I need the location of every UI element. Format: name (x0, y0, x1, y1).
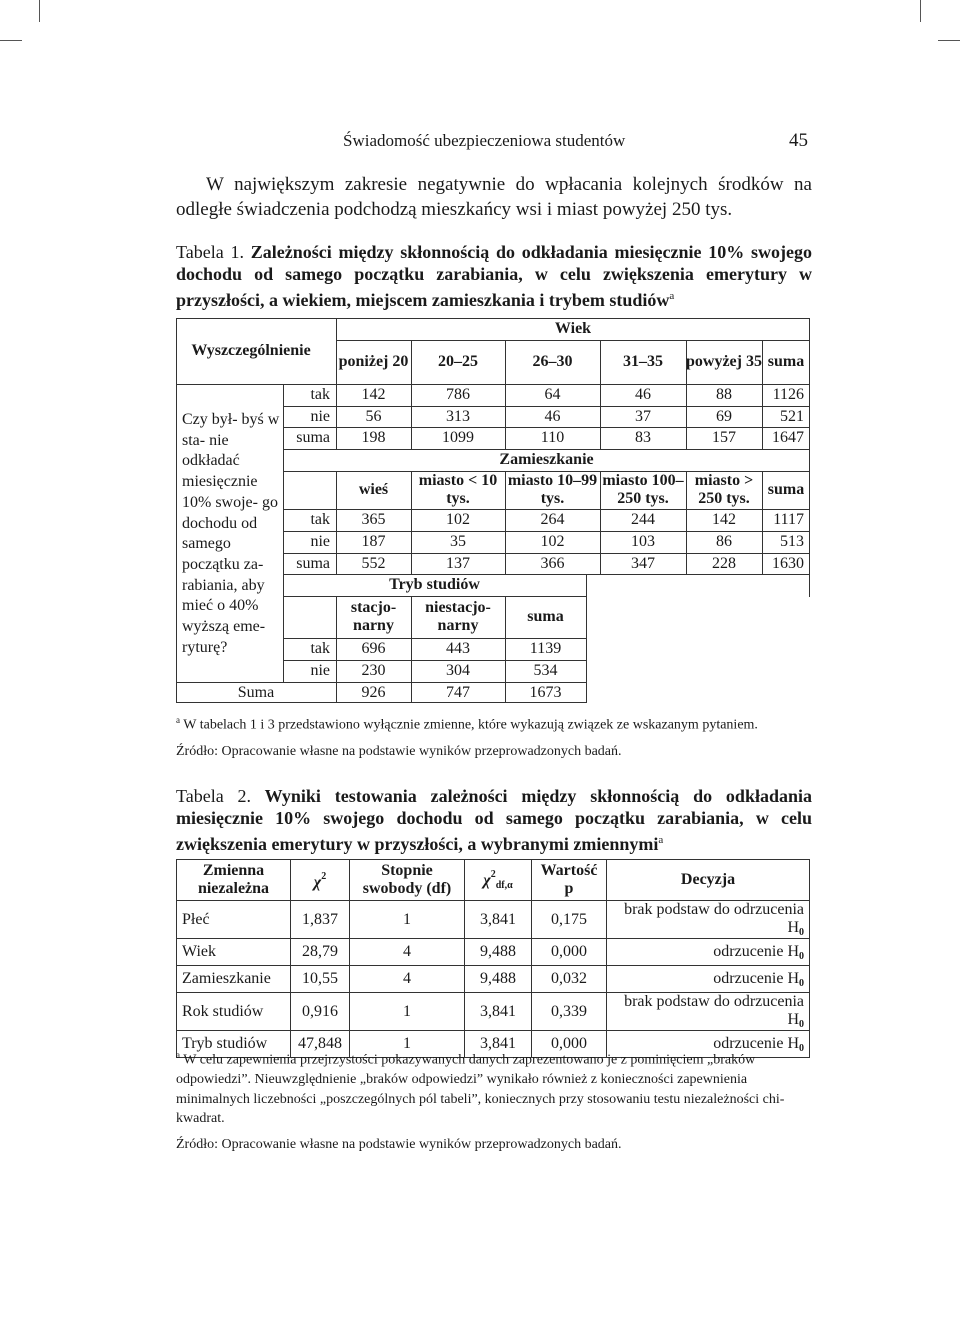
table-cell: 552 (361, 555, 386, 572)
residence-column-header: miasto 100–250 tys. (602, 472, 684, 507)
table2-row (177, 939, 810, 966)
critical-value-cell: 3,841 (465, 901, 532, 939)
crop-mark (938, 40, 960, 41)
mode-column-header: stacjo- narny (350, 599, 397, 634)
table-cell: 187 (361, 533, 386, 550)
table-cell: 347 (631, 555, 655, 572)
table-cell: 137 (446, 555, 470, 572)
table-cell: 228 (712, 555, 736, 572)
table-rule (176, 318, 177, 703)
table-cell: 1673 (529, 683, 562, 701)
table-cell: 37 (635, 408, 651, 425)
table-cell: 142 (361, 386, 386, 403)
intro-text: W największym zakresie negatywnie do wpłacania kolejnych środków na odległe świadczenia podchodzą mieszkańcy wsi i miast powyżej 250 tys. (176, 174, 812, 220)
mode-row-label: nie (310, 662, 330, 679)
table-cell: 198 (361, 429, 386, 446)
table-cell: 264 (540, 511, 565, 528)
age-column-header: powyżej 35 (686, 353, 762, 370)
total-row-label: Suma (237, 683, 275, 701)
table-cell: 1630 (772, 555, 804, 572)
table2-header-row (177, 860, 810, 901)
table2-source: Źródło: Opracowanie własne na podstawie wyników przeprowadzonych badań. (176, 1137, 622, 1152)
table-cell: 35 (450, 533, 466, 550)
table-cell: 786 (446, 386, 470, 403)
age-row-label: suma (296, 429, 330, 446)
df-cell: 4 (350, 939, 465, 966)
chi2-cell: 1,837 (291, 901, 350, 939)
table-cell: 365 (361, 511, 386, 528)
age-column-header: 26–30 (532, 353, 573, 370)
df-cell: 1 (350, 901, 465, 939)
table2-row (177, 966, 810, 993)
critical-value-cell: 3,841 (465, 993, 532, 1031)
table-cell: 244 (631, 511, 655, 528)
table-cell: 1126 (772, 386, 804, 403)
table-cell: 1099 (442, 429, 474, 446)
table-cell: 103 (631, 533, 655, 550)
crop-mark (0, 40, 22, 41)
p-value-cell: 0,000 (532, 939, 607, 966)
table1-caption-mark: a (669, 290, 675, 302)
page-number: 45 (789, 130, 808, 151)
chi2-cell: 0,916 (291, 993, 350, 1031)
decision-cell: odrzucenie $H_0$ (607, 939, 810, 966)
decision-cell: odrzucenie $H_0$ (607, 1031, 810, 1058)
residence-row-label: suma (296, 555, 330, 572)
p-value-cell: 0,032 (532, 966, 607, 993)
table-blank-area (587, 597, 811, 704)
table-cell: 1139 (529, 640, 562, 657)
p-value-cell: 0,175 (532, 901, 607, 939)
spec-header: Wyszczególnienie (191, 342, 311, 359)
table-cell: 521 (780, 408, 804, 425)
critical-value-cell: 9,488 (465, 966, 532, 993)
crop-mark (920, 0, 921, 22)
table2-label: Tabela 2. (176, 786, 252, 806)
table-cell: 230 (361, 662, 386, 679)
table2-caption-text: Wyniki testowania zależności między skłonnością do odkładania miesięcznie 10% swojego dochodu od samego początku zarabiania, w celu zwiększenia emerytury w przyszłości, a wybranymi zmiennymi (176, 786, 812, 854)
table1-caption (176, 241, 812, 311)
header-decision: Decyzja (607, 860, 810, 901)
table-cell: 46 (635, 386, 651, 403)
table-cell: 513 (780, 533, 804, 550)
residence-row-label: nie (310, 533, 330, 550)
table-cell: 313 (446, 408, 470, 425)
df-cell: 4 (350, 966, 465, 993)
residence-column-header: miasto 10–99 tys. (507, 472, 598, 507)
residence-column-header: wieś (358, 481, 389, 498)
table2-footnote (176, 1046, 812, 1129)
table-cell: 64 (544, 386, 561, 403)
table-cell: 747 (446, 683, 470, 701)
mode-column-header: niestacjo- narny (425, 599, 491, 634)
age-row-label: nie (310, 408, 330, 425)
age-column-header: 20–25 (438, 353, 478, 370)
variable-cell: Rok studiów (177, 993, 291, 1031)
chi2-cell: 28,79 (291, 939, 350, 966)
decision-cell: brak podstaw do odrzucenia $H_0$ (607, 993, 810, 1031)
variable-cell: Tryb studiów (177, 1031, 291, 1058)
header-df: Stopnie swobody (df) (350, 860, 465, 901)
running-title: Świadomość ubezpieczeniowa studentów (343, 131, 626, 150)
age-group-header: Wiek (554, 320, 592, 337)
variable-cell: Wiek (177, 939, 291, 966)
p-value-cell: 0,339 (532, 993, 607, 1031)
variable-cell: Zamieszkanie (177, 966, 291, 993)
table-cell: 142 (712, 511, 736, 528)
table-cell: 534 (533, 662, 558, 679)
intro-paragraph (176, 172, 812, 222)
table2 (176, 859, 810, 1058)
table-cell: 1117 (773, 511, 804, 528)
table1 (176, 318, 810, 703)
decision-cell: brak podstaw do odrzucenia $H_0$ (607, 901, 810, 939)
header-chi2-critical: $\chi^2_{df,\alpha}$ (465, 860, 532, 901)
table-cell: 83 (635, 429, 651, 446)
header-p-value: Wartość p (532, 860, 607, 901)
table1-source: Źródło: Opracowanie własne na podstawie wyników przeprowadzonych badań. (176, 744, 622, 759)
table2-caption-mark: a (658, 834, 664, 846)
table2-footnote-text: W celu zapewnienia przejrzystości pokazywanych danych zaprezentowano je z pominięciem „braków odpowiedzi”. Nieuwzględnienie „braków odpowiedzi” wynikało również z konieczności zapewnienia minimalnych liczebności „poszczególnych pól tabeli”, koniecznych przy stosowaniu testu niezależności chi-kwadrat. (176, 1052, 785, 1127)
variable-cell: Płeć (177, 901, 291, 939)
residence-column-header: suma (767, 481, 805, 498)
table1-caption-text: Zależności między skłonnością do odkładania miesięcznie 10% swojego dochodu od samego początku zarabiania, w celu zwiększenia emerytury w przyszłości, a wiekiem, miejscem zamieszkania i trybem studiów (176, 242, 813, 310)
df-cell: 1 (350, 993, 465, 1031)
table-cell: 88 (716, 386, 732, 403)
critical-value-cell: 9,488 (465, 939, 532, 966)
table1-label: Tabela 1. (176, 242, 244, 262)
chi2-cell: 10,55 (291, 966, 350, 993)
crop-mark (39, 0, 40, 22)
table-cell: 102 (446, 511, 470, 528)
mode-column-header: suma (527, 608, 564, 625)
residence-column-header: miasto > 250 tys. (694, 472, 754, 507)
table-cell: 110 (540, 429, 565, 446)
table-cell: 86 (716, 533, 732, 550)
table2-row (177, 993, 810, 1031)
mode-row-label: tak (310, 640, 330, 657)
table1-footnote (176, 711, 812, 735)
age-column-header: poniżej 20 (338, 353, 409, 370)
table-cell: 102 (540, 533, 565, 550)
footnote-mark: a (176, 1050, 180, 1060)
table-cell: 304 (446, 662, 470, 679)
mode-group-header: Tryb studiów (389, 576, 480, 593)
table-cell: 1647 (772, 429, 804, 446)
age-column-header: suma (767, 353, 805, 370)
table-cell: 46 (544, 408, 561, 425)
decision-cell: odrzucenie $H_0$ (607, 966, 810, 993)
table2-caption (176, 785, 812, 855)
table-cell: 366 (540, 555, 565, 572)
table-cell: 926 (361, 683, 386, 701)
table-cell: 56 (365, 408, 382, 425)
residence-row-label: tak (310, 511, 330, 528)
table-cell: 443 (446, 640, 470, 657)
table1-footnote-text: W tabelach 1 i 3 przedstawiono wyłącznie zmienne, które wykazują związek ze wskazanym pytaniem. (183, 717, 758, 733)
table-rule (176, 384, 283, 385)
critical-value-cell: 3,841 (465, 1031, 532, 1058)
header-variable: Zmienna niezależna (177, 860, 291, 901)
table-cell: 157 (712, 429, 736, 446)
question-text: Czy był- byś w sta- nie odkładać miesięcznie 10% swoje- go dochodu od samego początku za- rabiania, aby mieć o 40% wyższą eme- ryturę? (182, 411, 280, 656)
df-cell: 1 (350, 1031, 465, 1058)
age-column-header: 31–35 (623, 353, 663, 370)
table-cell: 69 (716, 408, 732, 425)
p-value-cell: 0,000 (532, 1031, 607, 1058)
table2-row (177, 901, 810, 939)
table-cell: 696 (361, 640, 386, 657)
age-row-label: tak (310, 386, 330, 403)
chi2-cell: 47,848 (291, 1031, 350, 1058)
residence-group-header: Zamieszkanie (499, 451, 594, 468)
footnote-mark: a (176, 715, 180, 725)
residence-column-header: miasto < 10 tys. (418, 472, 498, 507)
header-chi2: $\chi^2$ (291, 860, 350, 901)
